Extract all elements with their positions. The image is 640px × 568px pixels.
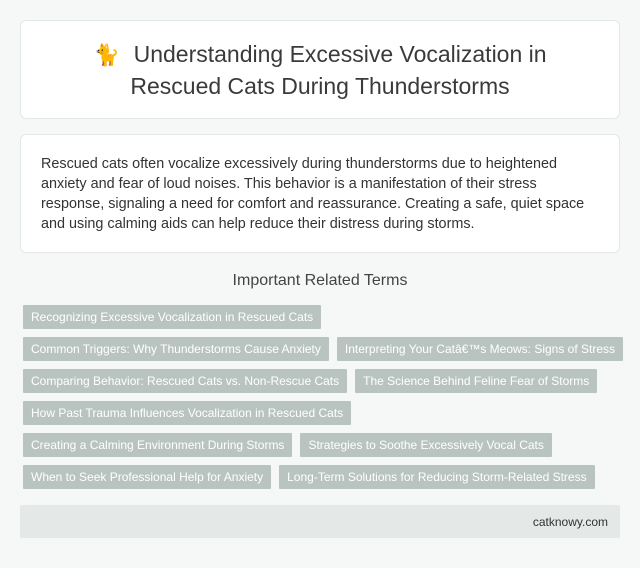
footer [20,505,620,538]
term-tag[interactable]: Long-Term Solutions for Reducing Storm-Related Stress [279,465,594,489]
related-terms-list [23,305,623,497]
term-tag[interactable]: Strategies to Soothe Excessively Vocal Cats [300,433,551,457]
term-tag[interactable]: Comparing Behavior: Rescued Cats vs. Non-Rescue Cats [23,369,347,393]
term-row [23,369,623,393]
term-tag[interactable]: Creating a Calming Environment During Storms [23,433,292,457]
title-card [20,20,620,119]
cat-icon: 🐈 [93,43,120,67]
term-row [23,401,623,425]
term-row [23,337,623,361]
term-tag[interactable]: How Past Trauma Influences Vocalization in Rescued Cats [23,401,351,425]
term-tag[interactable]: When to Seek Professional Help for Anxiety [23,465,271,489]
description-text: Rescued cats often vocalize excessively during thunderstorms due to heightened anxiety and fear of loud noises. This behavior is a manifestation of their stress response, signaling a need for comfort and reassurance. Creating a safe, quiet space and using calming aids can help reduce their distress during storms. [41,156,585,232]
term-row [23,305,623,329]
page-title-text: Understanding Excessive Vocalization in Rescued Cats During Thunderstorms [130,40,547,99]
related-terms-heading: Important Related Terms [232,272,408,289]
description-card [20,134,620,253]
term-tag[interactable]: Interpreting Your Catâ€™s Meows: Signs of Stress [337,337,623,361]
page-title [60,39,580,101]
term-tag[interactable]: Common Triggers: Why Thunderstorms Cause Anxiety [23,337,329,361]
term-tag[interactable]: Recognizing Excessive Vocalization in Rescued Cats [23,305,321,329]
footer-site-link[interactable]: catknowy.com [532,514,608,529]
term-row [23,465,623,489]
term-row [23,433,623,457]
term-tag[interactable]: The Science Behind Feline Fear of Storms [355,369,597,393]
